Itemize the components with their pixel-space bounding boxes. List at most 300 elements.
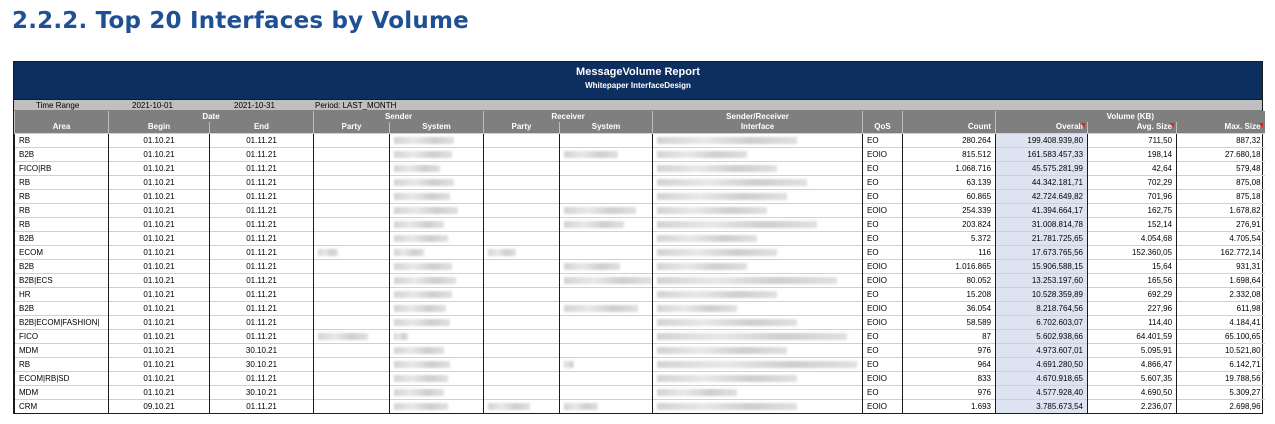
- cell-max-size: 875,08: [1177, 175, 1265, 189]
- redacted-value: [657, 221, 817, 228]
- cell-receiver-system: [560, 203, 653, 217]
- cell-avg-size: 162,75: [1088, 203, 1177, 217]
- cell-begin: 01.10.21: [109, 175, 210, 189]
- cell-area: ECOM|RB|SD: [15, 371, 109, 385]
- cell-receiver-party: [484, 287, 560, 301]
- cell-begin: 01.10.21: [109, 287, 210, 301]
- cell-receiver-party: [484, 189, 560, 203]
- cell-qos: EO: [863, 245, 903, 259]
- cell-sender-system: [390, 399, 484, 413]
- cell-sender-party: [314, 245, 390, 259]
- cell-receiver-party: [484, 161, 560, 175]
- cell-end: 30.10.21: [210, 357, 314, 371]
- redacted-value: [394, 305, 446, 312]
- cell-avg-size: 4.690,50: [1088, 385, 1177, 399]
- cell-interface: [653, 147, 863, 161]
- cell-receiver-party: [484, 399, 560, 413]
- cell-interface: [653, 217, 863, 231]
- table-row[interactable]: [15, 189, 1265, 203]
- cell-end: 01.11.21: [210, 399, 314, 413]
- cell-qos: EOIO: [863, 371, 903, 385]
- cell-begin: 01.10.21: [109, 385, 210, 399]
- cell-receiver-system: [560, 399, 653, 413]
- cell-avg-size: 152,14: [1088, 217, 1177, 231]
- redacted-value: [657, 137, 797, 144]
- cell-begin: 01.10.21: [109, 161, 210, 175]
- cell-max-size: 1.678,82: [1177, 203, 1265, 217]
- cell-area: RB: [15, 203, 109, 217]
- cell-receiver-system: [560, 287, 653, 301]
- cell-end: 01.11.21: [210, 147, 314, 161]
- cell-sender-party: [314, 161, 390, 175]
- cell-qos: EOIO: [863, 147, 903, 161]
- cell-sender-system: [390, 175, 484, 189]
- cell-receiver-party: [484, 357, 560, 371]
- cell-sender-system: [390, 315, 484, 329]
- cell-sender-system: [390, 301, 484, 315]
- cell-interface: [653, 245, 863, 259]
- redacted-value: [394, 361, 450, 368]
- cell-receiver-system: [560, 301, 653, 315]
- cell-qos: EO: [863, 175, 903, 189]
- cell-area: RB: [15, 175, 109, 189]
- table-row[interactable]: [15, 203, 1265, 217]
- cell-end: 01.11.21: [210, 189, 314, 203]
- time-range-period: Period: LAST_MONTH: [315, 101, 397, 110]
- cell-receiver-system: [560, 161, 653, 175]
- cell-receiver-system: [560, 189, 653, 203]
- table-row[interactable]: [15, 371, 1265, 385]
- cell-interface: [653, 259, 863, 273]
- cell-area: RB: [15, 189, 109, 203]
- cell-area: FICO|RB: [15, 161, 109, 175]
- col-area[interactable]: Area: [15, 122, 109, 133]
- cell-count: 80.052: [903, 273, 996, 287]
- cell-receiver-system: [560, 329, 653, 343]
- cell-avg-size: 4.054,68: [1088, 231, 1177, 245]
- redacted-value: [564, 403, 598, 410]
- cell-overall: 31.008.814,78: [996, 217, 1088, 231]
- redacted-value: [394, 333, 408, 340]
- cell-avg-size: 4.866,47: [1088, 357, 1177, 371]
- cell-avg-size: 114,40: [1088, 315, 1177, 329]
- redacted-value: [657, 235, 757, 242]
- page-title: 2.2.2. Top 20 Interfaces by Volume: [12, 8, 469, 34]
- cell-count: 36.054: [903, 301, 996, 315]
- cell-sender-system: [390, 273, 484, 287]
- table-row[interactable]: [15, 175, 1265, 189]
- cell-max-size: 276,91: [1177, 217, 1265, 231]
- cell-qos: EO: [863, 329, 903, 343]
- cell-sender-party: [314, 371, 390, 385]
- cell-qos: EOIO: [863, 399, 903, 413]
- cell-qos: EO: [863, 357, 903, 371]
- cell-receiver-system: [560, 259, 653, 273]
- cell-area: CRM: [15, 399, 109, 413]
- col-receiver-party[interactable]: Party: [484, 122, 560, 133]
- cell-max-size: 579,48: [1177, 161, 1265, 175]
- cell-interface: [653, 371, 863, 385]
- cell-count: 280.264: [903, 133, 996, 147]
- redacted-value: [657, 179, 807, 186]
- redacted-value: [564, 361, 574, 368]
- cell-receiver-party: [484, 301, 560, 315]
- cell-qos: EO: [863, 287, 903, 301]
- table-row[interactable]: [15, 245, 1265, 259]
- col-qos[interactable]: QoS: [863, 122, 903, 133]
- cell-begin: 09.10.21: [109, 399, 210, 413]
- cell-sender-party: [314, 133, 390, 147]
- group-header-sender: Sender: [314, 111, 484, 122]
- cell-count: 1.693: [903, 399, 996, 413]
- group-header-receiver: Receiver: [484, 111, 653, 122]
- cell-overall: 5.602.938,66: [996, 329, 1088, 343]
- table-row[interactable]: [15, 161, 1265, 175]
- cell-sender-system: [390, 343, 484, 357]
- cell-sender-party: [314, 329, 390, 343]
- cell-count: 976: [903, 343, 996, 357]
- cell-sender-party: [314, 273, 390, 287]
- redacted-value: [564, 207, 636, 214]
- table-row[interactable]: [15, 147, 1265, 161]
- col-interface[interactable]: Interface: [653, 122, 863, 133]
- cell-overall: 4.577.928,40: [996, 385, 1088, 399]
- cell-qos: EOIO: [863, 273, 903, 287]
- cell-sender-system: [390, 217, 484, 231]
- table-row[interactable]: [15, 301, 1265, 315]
- cell-qos: EOIO: [863, 259, 903, 273]
- cell-interface: [653, 329, 863, 343]
- redacted-value: [394, 235, 448, 242]
- cell-receiver-system: [560, 315, 653, 329]
- cell-qos: EOIO: [863, 315, 903, 329]
- cell-avg-size: 227,96: [1088, 301, 1177, 315]
- cell-area: B2B|ECS: [15, 273, 109, 287]
- cell-sender-party: [314, 385, 390, 399]
- col-max-size[interactable]: Max. Size: [1177, 122, 1265, 133]
- cell-receiver-party: [484, 343, 560, 357]
- cell-sender-party: [314, 147, 390, 161]
- table-row[interactable]: [15, 287, 1265, 301]
- cell-overall: 41.394.664,17: [996, 203, 1088, 217]
- cell-count: 1.016.865: [903, 259, 996, 273]
- cell-receiver-party: [484, 273, 560, 287]
- redacted-value: [488, 403, 530, 410]
- table-row[interactable]: [15, 385, 1265, 399]
- col-overall[interactable]: Overall: [996, 122, 1088, 133]
- cell-overall: 21.781.725,65: [996, 231, 1088, 245]
- cell-count: 60.865: [903, 189, 996, 203]
- cell-receiver-party: [484, 203, 560, 217]
- cell-end: 01.11.21: [210, 259, 314, 273]
- cell-sender-party: [314, 231, 390, 245]
- redacted-value: [394, 151, 452, 158]
- cell-overall: 17.673.765,56: [996, 245, 1088, 259]
- cell-sender-party: [314, 315, 390, 329]
- cell-end: 01.11.21: [210, 217, 314, 231]
- redacted-value: [657, 403, 797, 410]
- table-row[interactable]: [15, 133, 1265, 147]
- cell-sender-system: [390, 189, 484, 203]
- cell-max-size: 65.100,65: [1177, 329, 1265, 343]
- cell-interface: [653, 343, 863, 357]
- cell-begin: 01.10.21: [109, 245, 210, 259]
- cell-interface: [653, 301, 863, 315]
- redacted-value: [657, 389, 737, 396]
- cell-end: 01.11.21: [210, 301, 314, 315]
- time-range-from: 2021-10-01: [132, 101, 173, 110]
- cell-sender-party: [314, 357, 390, 371]
- cell-begin: 01.10.21: [109, 133, 210, 147]
- table-row[interactable]: [15, 329, 1265, 343]
- table-row[interactable]: [15, 399, 1265, 413]
- cell-max-size: 611,98: [1177, 301, 1265, 315]
- cell-receiver-party: [484, 133, 560, 147]
- cell-avg-size: 64.401,59: [1088, 329, 1177, 343]
- table-row[interactable]: [15, 231, 1265, 245]
- cell-count: 116: [903, 245, 996, 259]
- cell-max-size: 5.309,27: [1177, 385, 1265, 399]
- redacted-value: [657, 249, 777, 256]
- redacted-value: [657, 151, 747, 158]
- cell-overall: 3.785.673,54: [996, 399, 1088, 413]
- table-row[interactable]: [15, 259, 1265, 273]
- cell-end: 01.11.21: [210, 329, 314, 343]
- cell-area: MDM: [15, 343, 109, 357]
- time-range-label: Time Range: [36, 101, 80, 110]
- cell-max-size: 4.705,54: [1177, 231, 1265, 245]
- cell-max-size: 1.698,64: [1177, 273, 1265, 287]
- cell-max-size: 19.788,56: [1177, 371, 1265, 385]
- cell-interface: [653, 385, 863, 399]
- cell-sender-system: [390, 371, 484, 385]
- redacted-value: [394, 165, 440, 172]
- table-row[interactable]: [15, 343, 1265, 357]
- cell-overall: 161.583.457,33: [996, 147, 1088, 161]
- cell-begin: 01.10.21: [109, 189, 210, 203]
- cell-overall: 4.670.918,65: [996, 371, 1088, 385]
- cell-qos: EO: [863, 133, 903, 147]
- cell-count: 58.589: [903, 315, 996, 329]
- cell-interface: [653, 133, 863, 147]
- cell-sender-system: [390, 161, 484, 175]
- cell-overall: 15.906.588,15: [996, 259, 1088, 273]
- cell-end: 30.10.21: [210, 343, 314, 357]
- cell-interface: [653, 189, 863, 203]
- cell-receiver-system: [560, 217, 653, 231]
- cell-sender-party: [314, 399, 390, 413]
- cell-qos: EO: [863, 217, 903, 231]
- cell-count: 833: [903, 371, 996, 385]
- cell-end: 01.11.21: [210, 161, 314, 175]
- cell-area: ECOM: [15, 245, 109, 259]
- col-sender-system[interactable]: System: [390, 122, 484, 133]
- group-header-sender-receiver: Sender/Receiver: [653, 111, 863, 122]
- cell-count: 815.512: [903, 147, 996, 161]
- table-row[interactable]: [15, 315, 1265, 329]
- cell-sender-party: [314, 217, 390, 231]
- cell-interface: [653, 315, 863, 329]
- group-header-row: [15, 111, 1265, 122]
- cell-receiver-party: [484, 147, 560, 161]
- redacted-value: [564, 221, 624, 228]
- cell-overall: 42.724.649,82: [996, 189, 1088, 203]
- cell-interface: [653, 273, 863, 287]
- cell-max-size: 4.184,41: [1177, 315, 1265, 329]
- table-row[interactable]: [15, 217, 1265, 231]
- redacted-value: [394, 375, 448, 382]
- table-row[interactable]: [15, 357, 1265, 371]
- redacted-value: [394, 403, 448, 410]
- cell-area: B2B: [15, 259, 109, 273]
- redacted-value: [394, 263, 452, 270]
- cell-receiver-system: [560, 133, 653, 147]
- group-header-volume: Volume (KB): [996, 111, 1265, 122]
- cell-receiver-system: [560, 273, 653, 287]
- report-table: [14, 111, 1265, 413]
- redacted-value: [394, 319, 450, 326]
- cell-receiver-party: [484, 217, 560, 231]
- cell-sender-system: [390, 385, 484, 399]
- cell-sender-system: [390, 203, 484, 217]
- redacted-value: [657, 375, 797, 382]
- column-header-row: [15, 122, 1265, 133]
- cell-sender-system: [390, 357, 484, 371]
- cell-area: RB: [15, 217, 109, 231]
- redacted-value: [564, 263, 620, 270]
- cell-area: B2B|ECOM|FASHION|: [15, 315, 109, 329]
- cell-interface: [653, 287, 863, 301]
- cell-qos: EOIO: [863, 301, 903, 315]
- redacted-value: [657, 193, 787, 200]
- col-sender-party[interactable]: Party: [314, 122, 390, 133]
- time-range-to: 2021-10-31: [234, 101, 275, 110]
- col-avg-size[interactable]: Avg. Size: [1088, 122, 1177, 133]
- cell-count: 254.339: [903, 203, 996, 217]
- cell-receiver-party: [484, 385, 560, 399]
- cell-max-size: 2.332,08: [1177, 287, 1265, 301]
- cell-receiver-system: [560, 231, 653, 245]
- cell-sender-party: [314, 189, 390, 203]
- cell-overall: 13.253.197,60: [996, 273, 1088, 287]
- cell-end: 01.11.21: [210, 203, 314, 217]
- cell-interface: [653, 161, 863, 175]
- cell-receiver-system: [560, 343, 653, 357]
- cell-avg-size: 5.095,91: [1088, 343, 1177, 357]
- report-title: MessageVolume Report: [576, 66, 700, 78]
- cell-receiver-party: [484, 315, 560, 329]
- cell-begin: 01.10.21: [109, 301, 210, 315]
- cell-count: 5.372: [903, 231, 996, 245]
- table-row[interactable]: [15, 273, 1265, 287]
- cell-receiver-party: [484, 175, 560, 189]
- cell-sender-system: [390, 259, 484, 273]
- cell-area: MDM: [15, 385, 109, 399]
- cell-end: 01.11.21: [210, 273, 314, 287]
- cell-max-size: 2.698,96: [1177, 399, 1265, 413]
- cell-qos: EO: [863, 231, 903, 245]
- col-begin[interactable]: Begin: [109, 122, 210, 133]
- cell-receiver-party: [484, 259, 560, 273]
- cell-interface: [653, 399, 863, 413]
- redacted-value: [394, 249, 424, 256]
- cell-begin: 01.10.21: [109, 147, 210, 161]
- cell-area: RB: [15, 357, 109, 371]
- cell-overall: 199.408.939,80: [996, 133, 1088, 147]
- cell-avg-size: 692,29: [1088, 287, 1177, 301]
- cell-area: HR: [15, 287, 109, 301]
- cell-begin: 01.10.21: [109, 315, 210, 329]
- cell-avg-size: 711,50: [1088, 133, 1177, 147]
- cell-receiver-party: [484, 371, 560, 385]
- cell-sender-party: [314, 259, 390, 273]
- cell-end: 01.11.21: [210, 371, 314, 385]
- cell-area: RB: [15, 133, 109, 147]
- redacted-value: [318, 333, 368, 340]
- redacted-value: [657, 347, 787, 354]
- cell-max-size: 887,32: [1177, 133, 1265, 147]
- cell-sender-system: [390, 147, 484, 161]
- cell-qos: EO: [863, 189, 903, 203]
- redacted-value: [657, 291, 777, 298]
- cell-max-size: 27.680,18: [1177, 147, 1265, 161]
- cell-receiver-system: [560, 245, 653, 259]
- cell-interface: [653, 231, 863, 245]
- cell-area: FICO: [15, 329, 109, 343]
- col-end[interactable]: End: [210, 122, 314, 133]
- cell-overall: 4.973.607,01: [996, 343, 1088, 357]
- cell-sender-system: [390, 245, 484, 259]
- cell-receiver-party: [484, 245, 560, 259]
- cell-max-size: 162.772,14: [1177, 245, 1265, 259]
- cell-max-size: 875,18: [1177, 189, 1265, 203]
- cell-sender-party: [314, 287, 390, 301]
- col-count[interactable]: Count: [903, 122, 996, 133]
- cell-receiver-system: [560, 147, 653, 161]
- cell-interface: [653, 357, 863, 371]
- cell-avg-size: 5.607,35: [1088, 371, 1177, 385]
- cell-receiver-party: [484, 329, 560, 343]
- redacted-value: [657, 319, 797, 326]
- cell-sender-system: [390, 133, 484, 147]
- cell-avg-size: 701,96: [1088, 189, 1177, 203]
- cell-max-size: 931,31: [1177, 259, 1265, 273]
- cell-overall: 45.575.281,99: [996, 161, 1088, 175]
- redacted-value: [657, 165, 777, 172]
- col-receiver-system[interactable]: System: [560, 122, 653, 133]
- redacted-value: [394, 207, 458, 214]
- report-banner: [14, 62, 1262, 100]
- cell-qos: EOIO: [863, 203, 903, 217]
- cell-begin: 01.10.21: [109, 217, 210, 231]
- cell-count: 15.208: [903, 287, 996, 301]
- redacted-value: [657, 361, 857, 368]
- cell-begin: 01.10.21: [109, 329, 210, 343]
- redacted-value: [394, 193, 450, 200]
- cell-begin: 01.10.21: [109, 231, 210, 245]
- cell-avg-size: 702,29: [1088, 175, 1177, 189]
- cell-overall: 44.342.181,71: [996, 175, 1088, 189]
- redacted-value: [394, 291, 452, 298]
- message-volume-report: [13, 61, 1263, 414]
- cell-max-size: 6.142,71: [1177, 357, 1265, 371]
- cell-area: B2B: [15, 147, 109, 161]
- cell-avg-size: 2.236,07: [1088, 399, 1177, 413]
- cell-overall: 6.702.603,07: [996, 315, 1088, 329]
- cell-end: 30.10.21: [210, 385, 314, 399]
- report-subtitle: Whitepaper InterfaceDesign: [585, 81, 691, 90]
- redacted-value: [564, 277, 652, 284]
